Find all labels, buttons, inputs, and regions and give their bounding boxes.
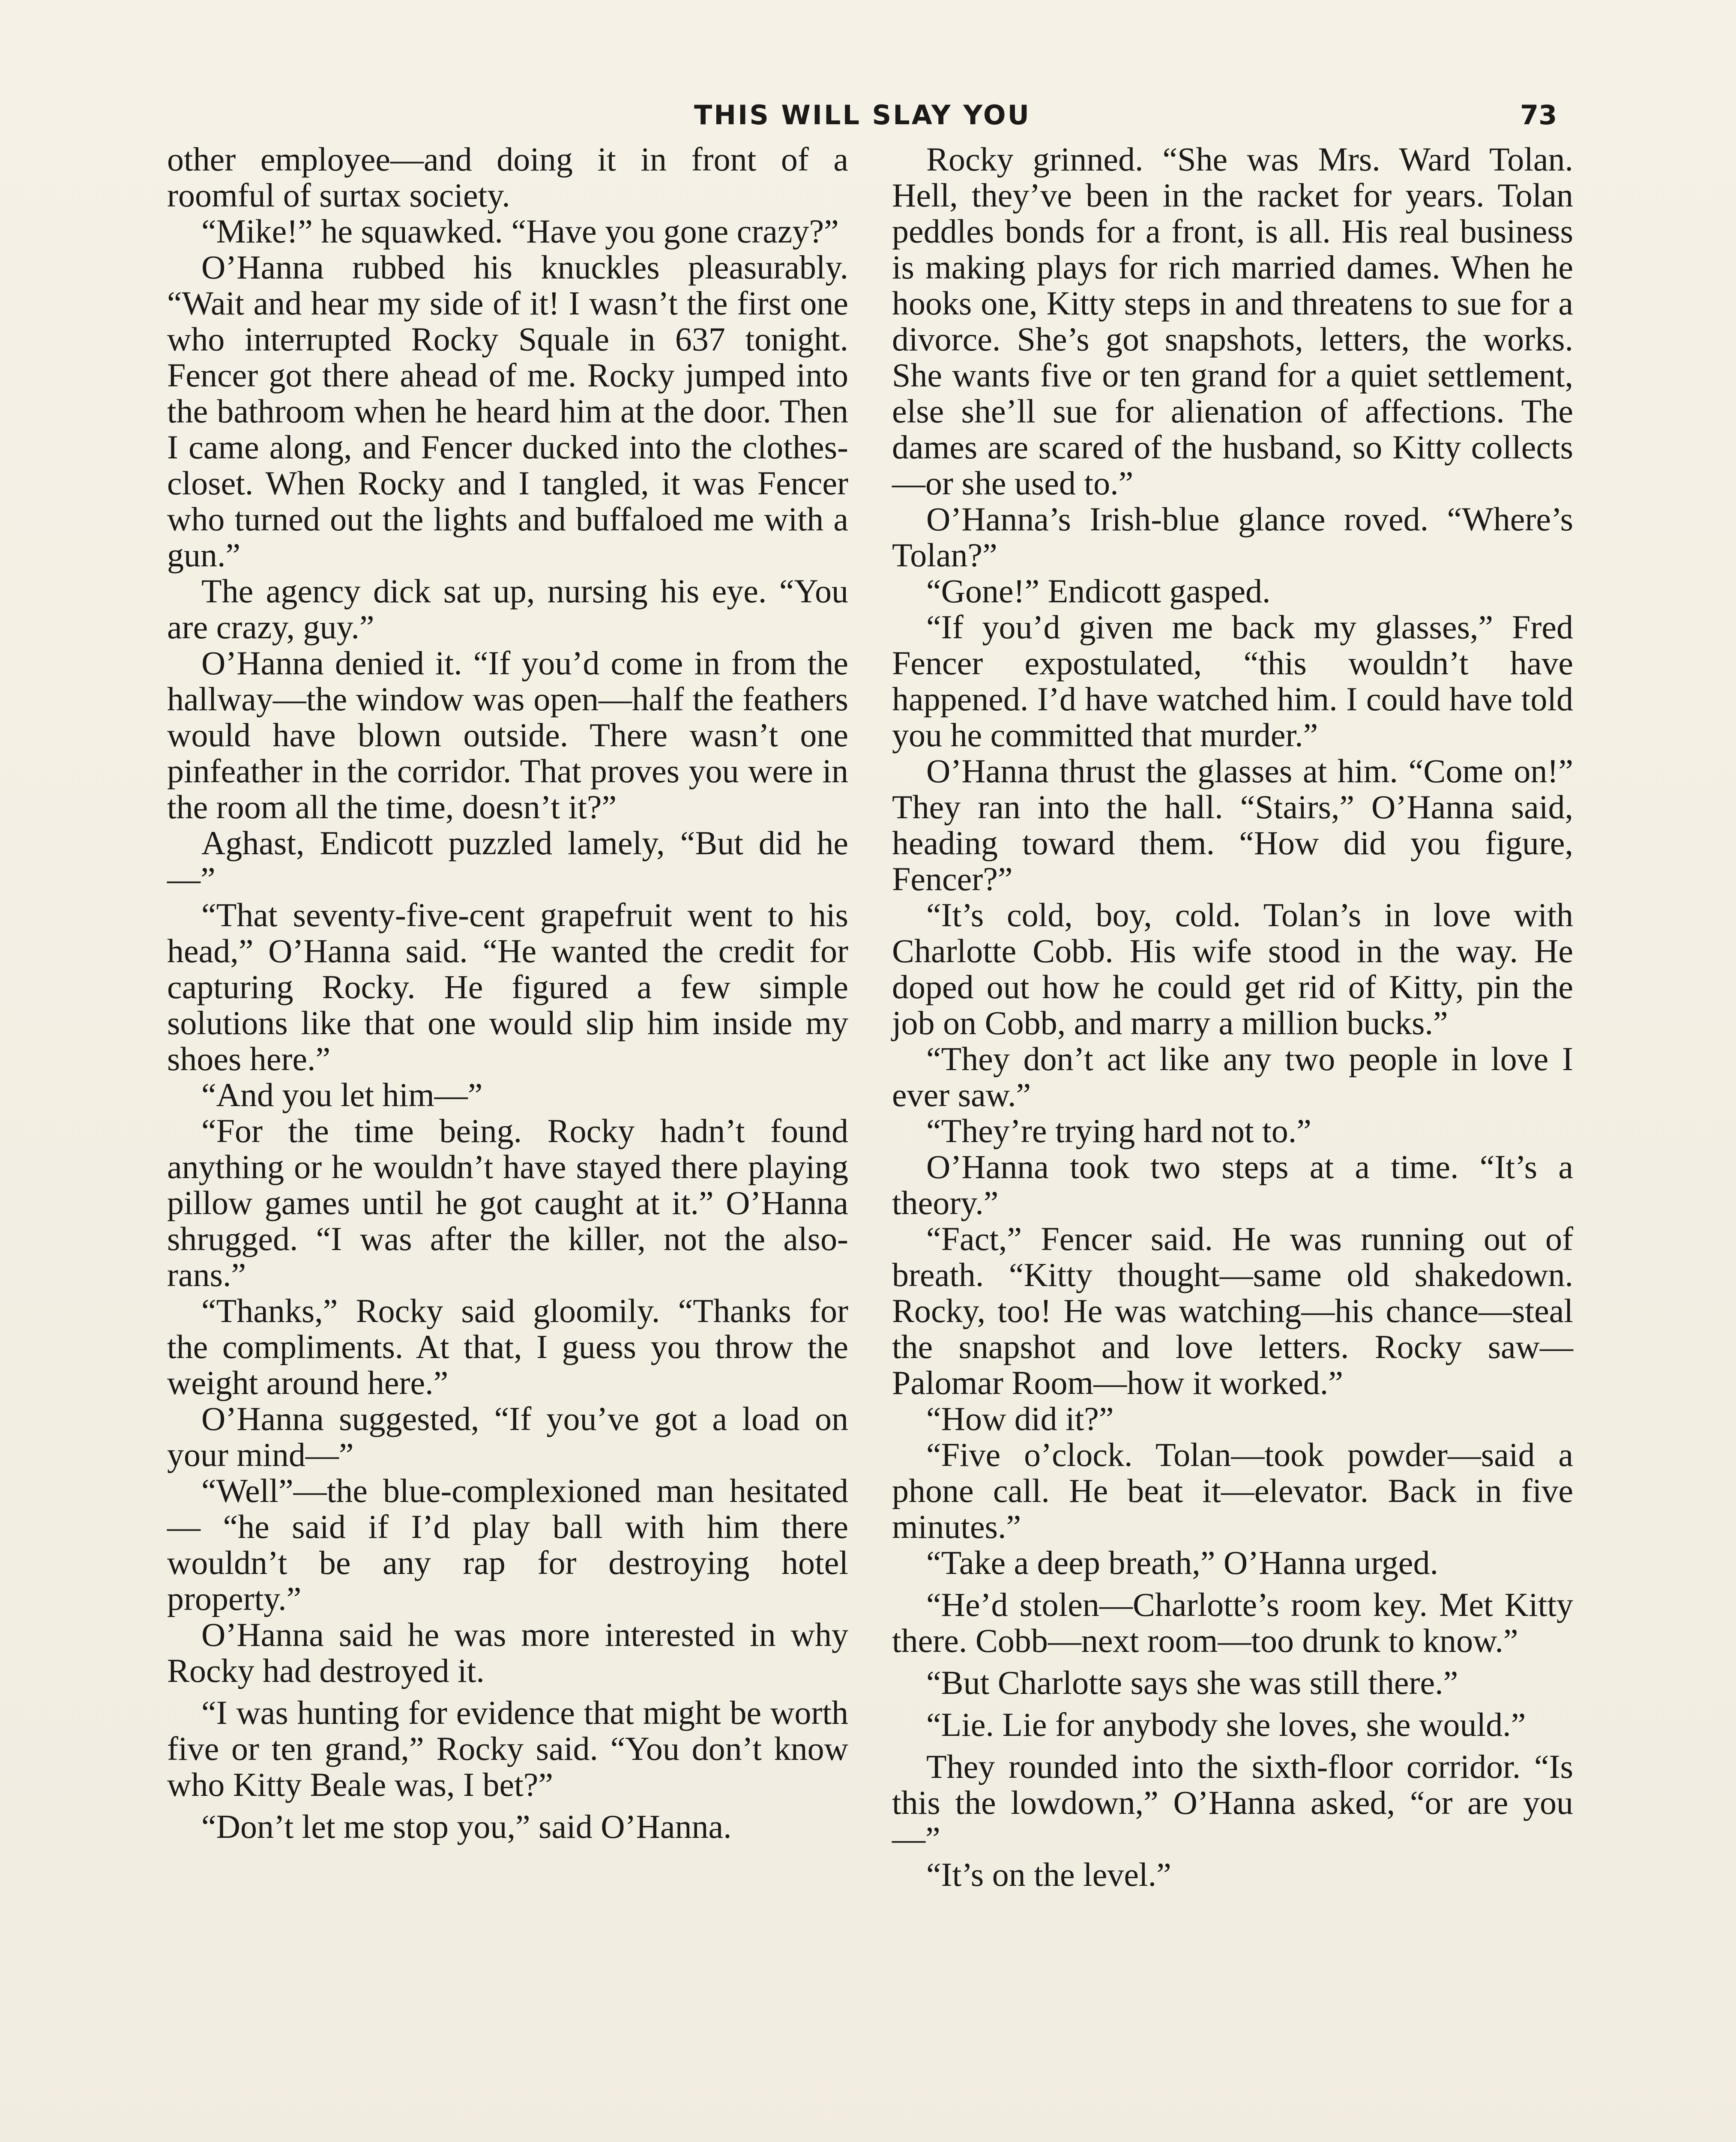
paragraph: O’Hanna rubbed his knuckles pleasurably. “Wait and hear my side of it! I wasn’t the first one who interrupted Rocky Squale in 637 tonight. Fencer got there ahead of me. Rocky jumped into the bathroom when he heard him at the door. Then I came along, and Fencer ducked into the clothes-closet. When Rocky and I tangled, it was Fencer who turned out the lights and buffaloed me with a gun.”	[167, 248, 848, 574]
paragraph: “Well”—the blue-complexioned man hesitated— “he said if I’d play ball with him there wouldn’t be any rap for destroying hotel property.”	[167, 1472, 848, 1617]
paragraph: “Thanks,” Rocky said gloomily. “Thanks for the compliments. At that, I guess you throw the weight around here.”	[167, 1292, 848, 1401]
paragraph: “And you let him—”	[201, 1076, 483, 1113]
paragraph: “They don’t act like any two people in love I ever saw.”	[892, 1040, 1573, 1113]
left-column	[167, 141, 848, 1845]
paragraph: “They’re trying hard not to.”	[926, 1112, 1311, 1149]
paragraph: “Gone!” Endicott gasped.	[926, 572, 1271, 610]
right-column	[892, 141, 1573, 1893]
paragraph: They rounded into the sixth-floor corridor. “Is this the lowdown,” O’Hanna asked, “or are you—”	[892, 1748, 1573, 1857]
running-title: THIS WILL SLAY YOU	[694, 99, 1031, 131]
paragraph: “It’s cold, boy, cold. Tolan’s in love with Charlotte Cobb. His wife stood in the way. He doped out how he could get rid of Kitty, pin the job on Cobb, and marry a million bucks.”	[892, 896, 1573, 1041]
paragraph: “That seventy-five-cent grapefruit went to his head,” O’Hanna said. “He wanted the credit for capturing Rocky. He figured a few simple solutions like that one would slip him inside my shoes here.”	[167, 896, 848, 1077]
paragraph: “Five o’clock. Tolan—took powder—said a phone call. He beat it—elevator. Back in five minutes.”	[892, 1436, 1573, 1545]
paragraph: O’Hanna denied it. “If you’d come in from the hallway—the window was open—half the feathers would have blown outside. There wasn’t one pinfeather in the corridor. That proves you were in the room all the time, doesn’t it?”	[167, 644, 848, 826]
paragraph: “He’d stolen—Charlotte’s room key. Met Kitty there. Cobb—next room—too drunk to know.”	[892, 1586, 1573, 1659]
paragraph: O’Hanna suggested, “If you’ve got a load on your mind—”	[167, 1400, 848, 1473]
paragraph: Aghast, Endicott puzzled lamely, “But did he—”	[167, 824, 848, 897]
paragraph: O’Hanna said he was more interested in why Rocky had destroyed it.	[167, 1616, 848, 1689]
page-number: 73	[1520, 99, 1557, 131]
paragraph: “I was hunting for evidence that might be worth five or ten grand,” Rocky said. “You don’t know who Kitty Beale was, I bet?”	[167, 1694, 848, 1803]
paragraph: O’Hanna took two steps at a time. “It’s a theory.”	[892, 1148, 1573, 1221]
paragraph: “For the time being. Rocky hadn’t found anything or he wouldn’t have stayed there playing pillow games until he got caught at it.” O’Hanna shrugged. “I was after the killer, not the also-rans.”	[167, 1112, 848, 1293]
paragraph: “Fact,” Fencer said. He was running out of breath. “Kitty thought—same old shakedown. Rocky, too! He was watching—his chance—steal the snapshot and love letters. Rocky saw—Palomar Room—how it worked.”	[892, 1220, 1573, 1401]
paragraph: O’Hanna’s Irish-blue glance roved. “Where’s Tolan?”	[892, 500, 1573, 574]
paragraph: “Mike!” he squawked. “Have you gone crazy?”	[201, 212, 839, 250]
paragraph: “It’s on the level.”	[926, 1856, 1171, 1893]
paragraph: “Take a deep breath,” O’Hanna urged.	[926, 1544, 1438, 1581]
paragraph: O’Hanna thrust the glasses at him. “Come on!” They ran into the hall. “Stairs,” O’Hanna said, heading toward them. “How did you figure, Fencer?”	[892, 752, 1573, 897]
paragraph: The agency dick sat up, nursing his eye. “You are crazy, guy.”	[167, 572, 848, 646]
paragraph: “But Charlotte says she was still there.”	[926, 1664, 1458, 1701]
paragraph: “How did it?”	[926, 1400, 1114, 1437]
paragraph: “Don’t let me stop you,” said O’Hanna.	[201, 1808, 732, 1845]
paragraph: “If you’d given me back my glasses,” Fred Fencer expostulated, “this wouldn’t have happened. I’d have watched him. I could have told you he committed that murder.”	[892, 608, 1573, 754]
paragraph: “Lie. Lie for anybody she loves, she would.”	[926, 1706, 1526, 1743]
paragraph: Rocky grinned. “She was Mrs. Ward Tolan. Hell, they’ve been in the racket for years. Tolan peddles bonds for a front, is all. His real business is making plays for rich married dames. When he hooks one, Kitty steps in and threatens to sue for a divorce. She’s got snapshots, letters, the works. She wants five or ten grand for a quiet settlement, else she’ll sue for alienation of affections. The dames are scared of the husband, so Kitty collects—or she used to.”	[892, 141, 1573, 502]
paragraph: other employee—and doing it in front of a roomful of surtax society.	[167, 141, 848, 214]
